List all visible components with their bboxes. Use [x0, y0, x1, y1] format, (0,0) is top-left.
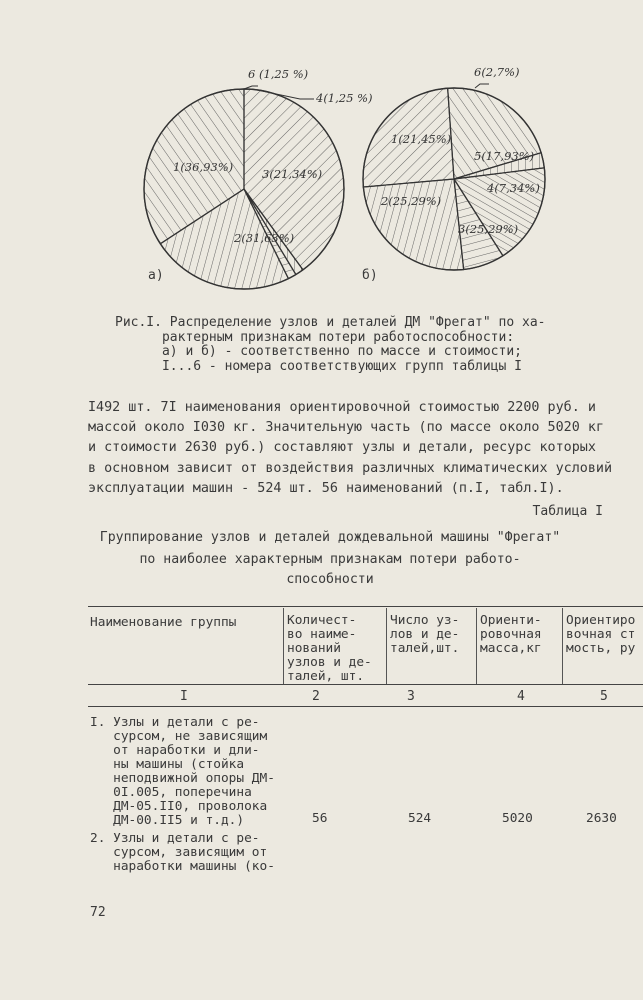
table-col-number: 4 [517, 689, 525, 704]
table-header-count-names: Количест- во наиме- нований узлов и де- талей, шт. [287, 613, 372, 684]
table-row-name: I. Узлы и детали с ре- сурсом, не зависящим от наработки и дли- ны машины (стойка неподвижной опоры ДМ- 0I.005, поперечина ДМ-05.II0, проволока ДМ-00.II5 и т.д.) [90, 715, 275, 828]
slice-label-2: 2(25,29%) [381, 194, 442, 208]
table-title-line: Группирование узлов и деталей дождевальной машины "Фрегат" [99, 530, 561, 545]
table-cell-cost: 2630 [586, 811, 617, 826]
table-divider [562, 608, 563, 684]
table-title-line: способности [286, 572, 374, 587]
table-row-name: 2. Узлы и детали с ре- сурсом, зависящим от наработки машины (ко- [90, 831, 275, 874]
pie-slice-3 [363, 179, 463, 270]
table-divider [476, 608, 477, 684]
pie-charts-figure [0, 0, 643, 300]
table-cell-count-parts: 524 [408, 811, 432, 826]
slice-label-2: 2(31,63%) [234, 231, 295, 245]
table-header-cost: Ориентиро вочная ст мость, ру [566, 613, 636, 656]
table-rule-top [88, 606, 643, 607]
table-rule-colnums [88, 706, 643, 707]
table-col-number: I [180, 689, 188, 704]
page-number: 72 [90, 905, 106, 920]
slice-label-3: 3(21,34%) [262, 167, 323, 181]
table-cell-count-names: 56 [312, 811, 328, 826]
panel-label-b: б) [362, 268, 378, 283]
table-divider [283, 608, 284, 684]
slice-label-4: 4(1,25 %) [316, 91, 373, 105]
pie-chart-a [144, 67, 372, 289]
table-divider [386, 608, 387, 684]
slice-label-6: 6 (1,25 %) [248, 67, 309, 81]
table-title-line: по наиболее характерным признакам потери работо- [139, 552, 521, 567]
table-header-count-parts: Число уз- лов и де- талей,шт. [390, 613, 460, 656]
table-number: Таблица I [532, 504, 603, 519]
slice-label-4: 4(7,34%) [487, 181, 540, 195]
pie-chart-b [363, 65, 545, 270]
panel-label-a: а) [148, 268, 164, 283]
leader-line [475, 84, 489, 88]
table-col-number: 5 [600, 689, 608, 704]
slice-label-3: 3(25,29%) [458, 222, 519, 236]
table-header-name: Наименование группы [90, 615, 237, 630]
figure-caption: Рис.I. Распределение узлов и деталей ДМ "Фрегат" по ха- рактерным признакам потери работоспособности: а) и б) - соответственно по массе и стоимости; I...6 - номера соответствующих групп таблицы I [115, 315, 546, 374]
table-header-mass: Ориенти- ровочная масса,кг [480, 613, 542, 656]
slice-label-6: 6(2,7%) [474, 65, 520, 79]
pie-slice-2 [363, 88, 454, 187]
table-col-number: 2 [312, 689, 320, 704]
table-col-number: 3 [407, 689, 415, 704]
table-cell-mass: 5020 [502, 811, 533, 826]
slice-label-5: 5(17,93%) [474, 149, 535, 163]
table-rule-header [88, 684, 643, 685]
body-paragraph: I492 шт. 7I наименования ориентировочной стоимостью 2200 руб. и массой около I030 кг. Значительную часть (по массе около 5020 кг и стоимости 2630 руб.) составляют узлы и детали, ресурс которых в основном зависит от воздействия различных климатических условий эксплуатации машин - 524 шт. 56 наименований (п.I, табл.I). [88, 400, 613, 496]
